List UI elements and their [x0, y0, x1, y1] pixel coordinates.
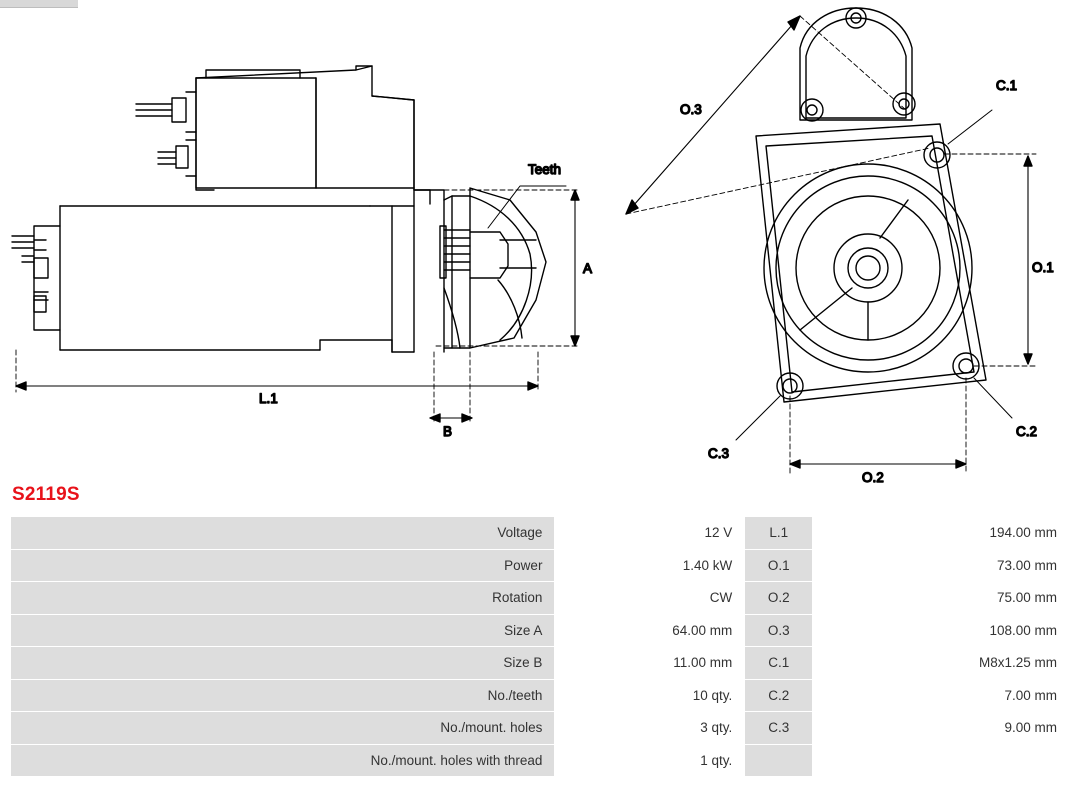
label-teeth: Teeth — [528, 162, 562, 177]
spec-label-empty — [745, 744, 813, 777]
label-a: A — [583, 261, 593, 276]
table-row — [11, 744, 1070, 777]
spec-value-teeth: 10 qty. — [555, 679, 745, 712]
spec-value-power: 1.40 kW — [555, 549, 745, 582]
spec-label-mount-holes-thread: No./mount. holes with thread — [11, 744, 555, 777]
table-row — [11, 517, 1070, 550]
label-b: B — [443, 424, 453, 439]
spec-value-c1: M8x1.25 mm — [813, 647, 1070, 680]
spec-label-c3: C.3 — [745, 712, 813, 745]
spec-value-mount-holes-thread: 1 qty. — [555, 744, 745, 777]
label-l1: L.1 — [259, 391, 278, 406]
spec-label-power: Power — [11, 549, 555, 582]
spec-value-rotation: CW — [555, 582, 745, 615]
spec-label-size-b: Size B — [11, 647, 555, 680]
spec-value-c3: 9.00 mm — [813, 712, 1070, 745]
spec-label-mount-holes: No./mount. holes — [11, 712, 555, 745]
table-row — [11, 712, 1070, 745]
spec-label-size-a: Size A — [11, 614, 555, 647]
spec-label-voltage: Voltage — [11, 517, 555, 550]
spec-value-c2: 7.00 mm — [813, 679, 1070, 712]
spec-value-o3: 108.00 mm — [813, 614, 1070, 647]
table-row — [11, 549, 1070, 582]
table-row — [11, 679, 1070, 712]
spec-value-empty — [813, 744, 1070, 777]
spec-value-o2: 75.00 mm — [813, 582, 1070, 615]
label-o1: O.1 — [1032, 260, 1054, 275]
spec-value-size-a: 64.00 mm — [555, 614, 745, 647]
label-c3: C.3 — [708, 446, 730, 461]
label-c2: C.2 — [1016, 424, 1038, 439]
spec-label-o3: O.3 — [745, 614, 813, 647]
spec-value-size-b: 11.00 mm — [555, 647, 745, 680]
spec-label-l1: L.1 — [745, 517, 813, 550]
spec-label-o2: O.2 — [745, 582, 813, 615]
spec-label-rotation: Rotation — [11, 582, 555, 615]
part-number: S2119S — [12, 484, 80, 505]
label-c1: C.1 — [996, 78, 1018, 93]
spec-label-o1: O.1 — [745, 549, 813, 582]
table-row — [11, 582, 1070, 615]
label-o2: O.2 — [862, 470, 884, 485]
table-row — [11, 614, 1070, 647]
spec-value-mount-holes: 3 qty. — [555, 712, 745, 745]
spec-label-c2: C.2 — [745, 679, 813, 712]
specifications-table — [10, 516, 1070, 777]
spec-value-voltage: 12 V — [555, 517, 745, 550]
spec-label-c1: C.1 — [745, 647, 813, 680]
spec-value-o1: 73.00 mm — [813, 549, 1070, 582]
spec-label-teeth: No./teeth — [11, 679, 555, 712]
spec-value-l1: 194.00 mm — [813, 517, 1070, 550]
table-row — [11, 647, 1070, 680]
label-o3: O.3 — [680, 102, 702, 117]
